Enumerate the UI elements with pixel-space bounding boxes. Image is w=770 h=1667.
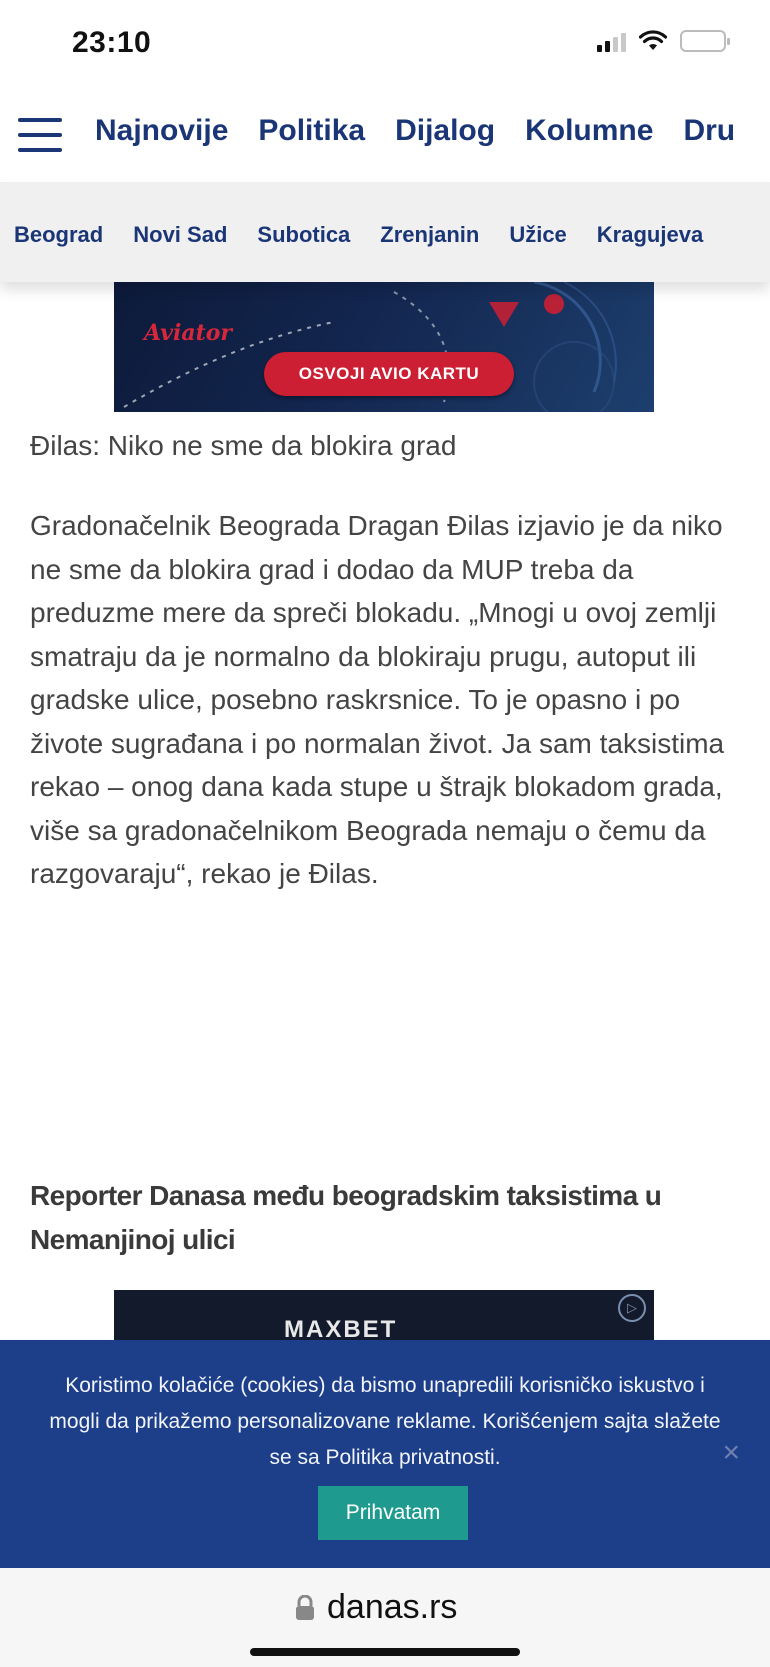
sub-nav-item-kragujevac[interactable]: Kragujeva (596, 222, 704, 247)
cookie-banner (0, 1340, 770, 1568)
nav-item-kolumne[interactable]: Kolumne (525, 114, 654, 147)
sub-nav-item-beograd[interactable]: Beograd (14, 222, 104, 247)
url-text: danas.rs (327, 1588, 458, 1626)
nav-item-najnovije[interactable]: Najnovije (95, 114, 229, 147)
browser-address-bar[interactable] (0, 1568, 770, 1667)
cellular-signal-icon (597, 30, 626, 52)
sub-nav-items (14, 222, 703, 248)
cookie-text: Koristimo kolačiće (cookies) da bismo unapredili korisničko iskustvo i mogli da prikažemo personalizovane reklame. Korišćenjem sajta slažete se sa Politika privatnosti. (49, 1374, 721, 1469)
nav-item-dru[interactable]: Dru (683, 114, 736, 147)
ad-brand-maxbet: MAXBET (284, 1316, 398, 1340)
home-indicator (250, 1648, 520, 1656)
status-bar (0, 0, 770, 90)
article-headline: Đilas: Niko ne sme da blokira grad (30, 430, 457, 461)
lock-icon (295, 1595, 315, 1621)
sub-nav-item-subotica[interactable]: Subotica (257, 222, 351, 247)
ad-info-icon[interactable]: ▷ (618, 1294, 646, 1322)
sub-nav-item-novi-sad[interactable]: Novi Sad (133, 222, 228, 247)
main-nav (0, 90, 770, 182)
article-body: Gradonačelnik Beograda Dragan Đilas izjavio je da niko ne sme da blokira grad i dodao da MUP treba da preduzme mere da spreči blokadu. „Mnogi u ovoj zemlji smatraju da je normalno da blokiraju prugu, autoput ili gradske ulice, posebno raskrsnice. To je opasno i po živote sugrađana i po normalan život. Ja sam taksistima rekao – onog dana kada stupe u štrajk blokadom grada, više sa gradonačelnikom Beograda nemaju o čemu da razgovaraju“, rekao je Đilas. (30, 510, 725, 889)
ad-banner-maxbet[interactable] (114, 1290, 654, 1340)
sub-nav-item-zrenjanin[interactable]: Zrenjanin (380, 222, 480, 247)
close-icon[interactable]: × (722, 1436, 740, 1469)
status-icons (597, 30, 726, 52)
sub-nav (0, 182, 770, 282)
menu-icon[interactable] (18, 118, 62, 152)
nav-item-politika[interactable]: Politika (258, 114, 366, 147)
sub-nav-item-uzice[interactable]: Užice (509, 222, 567, 247)
section-heading[interactable]: Reporter Danasa među beogradskim taksistima u Nemanjinoj ulici (30, 1180, 662, 1255)
ad-banner[interactable] (114, 282, 654, 412)
main-nav-items (95, 114, 735, 148)
status-time: 23:10 (72, 26, 152, 59)
nav-item-dijalog[interactable]: Dijalog (395, 114, 496, 147)
ad-brand-aviator: Aviator (144, 320, 232, 346)
ad-cta-button[interactable]: OSVOJI AVIO KARTU (264, 352, 514, 396)
battery-icon (680, 30, 726, 52)
accept-cookies-button[interactable]: Prihvatam (318, 1486, 468, 1540)
wifi-icon (638, 30, 668, 52)
url-display[interactable] (295, 1588, 457, 1627)
